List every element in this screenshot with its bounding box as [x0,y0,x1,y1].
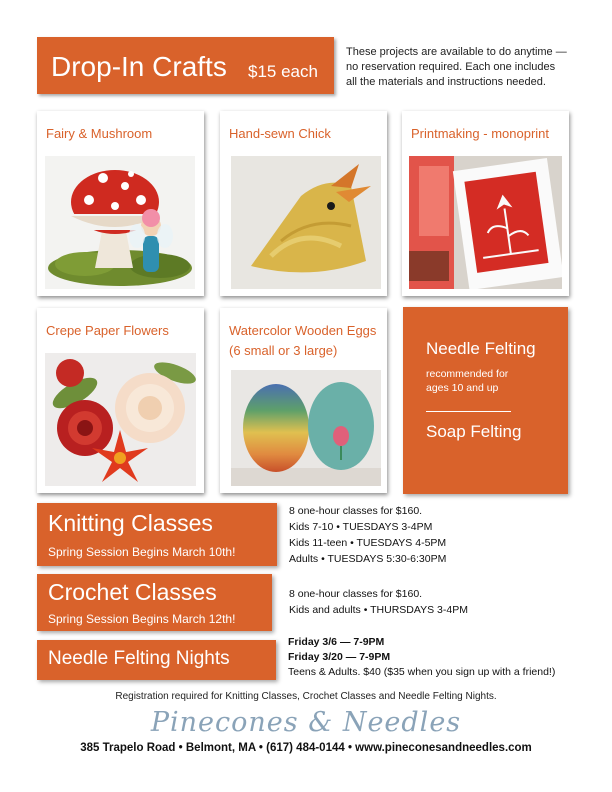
info-line: Adults • TUESDAYS 5:30-6:30PM [289,553,447,565]
craft-label: Hand-sewn Chick [229,126,331,141]
info-line: Kids and adults • THURSDAYS 3-4PM [289,604,468,616]
craft-label: Fairy & Mushroom [46,126,153,141]
craft-label-line: Watercolor Wooden Eggs [229,323,377,338]
header-price: $15 each [248,62,318,81]
craft-card-paper-flowers [37,308,204,493]
fabric-chick-photo [231,156,381,289]
paper-flowers-photo [45,353,196,486]
knitting-subtitle: Spring Session Begins March 10th! [48,545,236,559]
contact-line: 385 Trapelo Road • Belmont, MA • (617) 484-0144 • www.pineconesandneedles.com [80,742,532,754]
felting-nights-box [37,640,276,680]
felting-age-note [426,367,508,395]
felting-nights-title: Needle Felting Nights [48,648,230,669]
needle-felting-title: Needle Felting [426,339,536,358]
craft-card-wooden-eggs [220,308,387,493]
knitting-classes-box [37,503,277,566]
monoprint-photo [409,156,562,289]
knitting-title: Knitting Classes [48,510,213,536]
wooden-eggs-photo [231,370,381,486]
craft-label-line: (6 small or 3 large) [229,343,338,358]
felting-note-line: ages 10 and up [426,382,499,394]
info-line: 8 one-hour classes for $160. [289,505,423,517]
intro-text [346,45,586,90]
needle-felting-box [403,307,568,494]
felting-nights-info [288,635,555,680]
intro-line: no reservation required. Each one includes [346,61,556,73]
crochet-info [289,586,468,618]
craft-label: Printmaking - monoprint [411,126,549,141]
knitting-info [289,503,446,567]
craft-card-printmaking [402,111,569,296]
craft-label: Crepe Paper Flowers [46,323,169,338]
craft-card-chick [220,111,387,296]
craft-card-fairy-mushroom [37,111,204,296]
drop-in-crafts-header [37,37,334,94]
crochet-title: Crochet Classes [48,579,217,605]
info-line: 8 one-hour classes for $160. [289,588,423,600]
info-line: Kids 7-10 • TUESDAYS 3-4PM [289,521,433,533]
info-line: Friday 3/20 — 7-9PM [288,651,391,663]
info-line: Teens & Adults. $40 ($35 when you sign up with a friend!) [288,666,556,678]
craft-label [229,321,376,361]
felting-note-line: recommended for [426,368,509,380]
intro-line: all the materials and instructions needed. [346,76,546,88]
brand-logo: Pinecones & Needles [150,707,462,738]
info-line: Kids 11-teen • TUESDAYS 4-5PM [289,537,447,549]
registration-note: Registration required for Knitting Classes, Crochet Classes and Needle Felting Nights. [115,691,497,702]
info-line: Friday 3/6 — 7-9PM [288,636,385,648]
mushroom-fairy-photo [45,156,195,289]
intro-line: These projects are available to do anytime — [346,46,567,58]
crochet-classes-box [37,574,272,631]
divider [426,411,511,412]
header-title: Drop-In Crafts [51,51,227,82]
crochet-subtitle: Spring Session Begins March 12th! [48,612,236,626]
soap-felting-title: Soap Felting [426,422,522,441]
